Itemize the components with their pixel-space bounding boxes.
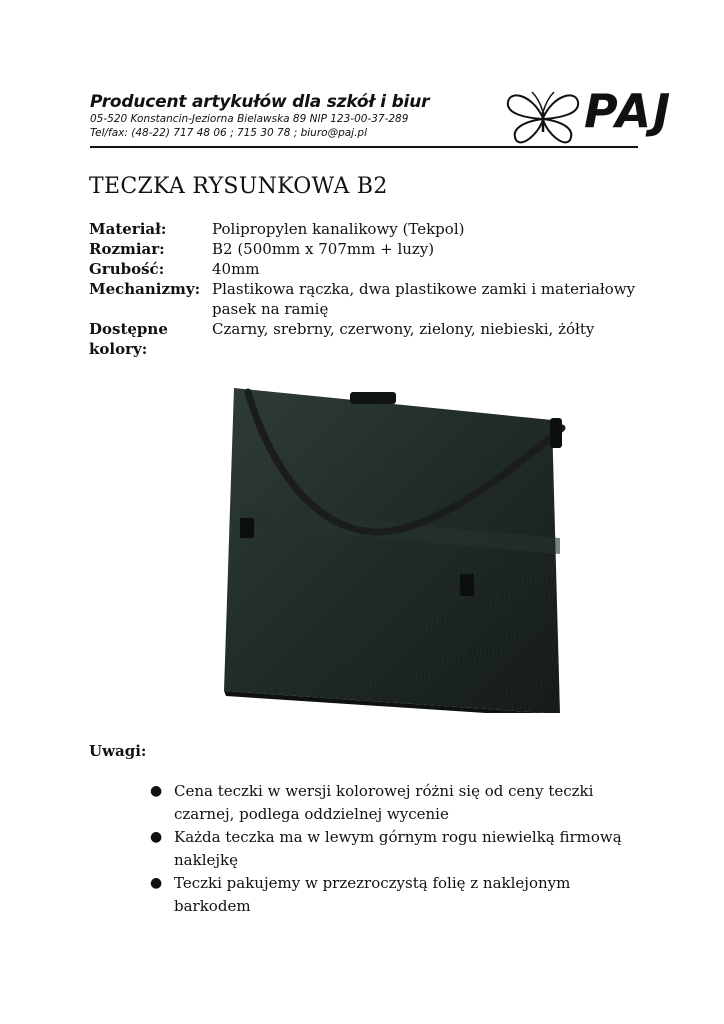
handle <box>350 392 396 404</box>
company-address: 05-520 Konstancin-Jeziorna Bielawska 89 NIP 123-00-37-289 <box>90 113 409 125</box>
spec-row-colors <box>89 319 649 359</box>
note-text: Cena teczki w wersji kolorowej różni się od ceny teczki czarnej, podlega oddzielnej wycenie <box>174 782 594 823</box>
letterhead <box>90 84 673 154</box>
bullet-icon: ● <box>150 875 163 891</box>
spec-label: Grubość: <box>89 260 165 278</box>
spec-row-size <box>89 239 649 259</box>
spec-value: Czarny, srebrny, czerwony, zielony, niebieski, żółty <box>212 320 595 338</box>
spec-value: 40mm <box>212 260 260 278</box>
spec-label: Mechanizmy: <box>89 280 201 298</box>
note-text: Każda teczka ma w lewym górnym rogu niewielką firmową naklejkę <box>174 828 622 869</box>
strap-buckle <box>550 418 562 448</box>
spec-row-mechanisms <box>89 279 649 319</box>
notes-heading: Uwagi: <box>89 742 147 760</box>
list-item <box>150 780 650 826</box>
spec-row-thickness <box>89 259 649 279</box>
company-contact: Tel/fax: (48-22) 717 48 06 ; 715 30 78 ; biuro@paj.pl <box>90 127 368 139</box>
clasp-left <box>240 518 254 538</box>
spec-label: Dostępne kolory: <box>89 320 168 358</box>
list-item <box>150 872 650 918</box>
logo-text: PAJ <box>584 84 673 138</box>
page-title: TECZKA RYSUNKOWA B2 <box>89 174 388 199</box>
spec-label: Rozmiar: <box>89 240 165 258</box>
notes-list <box>150 780 650 918</box>
butterfly-logo-icon <box>502 88 584 148</box>
letterhead-text <box>90 92 430 140</box>
spec-label: Materiał: <box>89 220 167 238</box>
spec-value: Polipropylen kanalikowy (Tekpol) <box>212 220 465 238</box>
clasp-right <box>460 574 474 596</box>
bullet-icon: ● <box>150 783 163 799</box>
specs-table <box>89 219 649 359</box>
portfolio-photo <box>224 378 574 713</box>
spec-row-material <box>89 219 649 239</box>
header-divider <box>90 146 638 148</box>
list-item <box>150 826 650 872</box>
note-text: Teczki pakujemy w przezroczystą folię z naklejonym barkodem <box>174 874 571 915</box>
spec-value: Plastikowa rączka, dwa plastikowe zamki i materiałowy pasek na ramię <box>212 280 636 318</box>
company-name: Producent artykułów dla szkół i biur <box>90 92 430 112</box>
bullet-icon: ● <box>150 829 163 845</box>
spec-value: B2 (500mm x 707mm + luzy) <box>212 240 435 258</box>
